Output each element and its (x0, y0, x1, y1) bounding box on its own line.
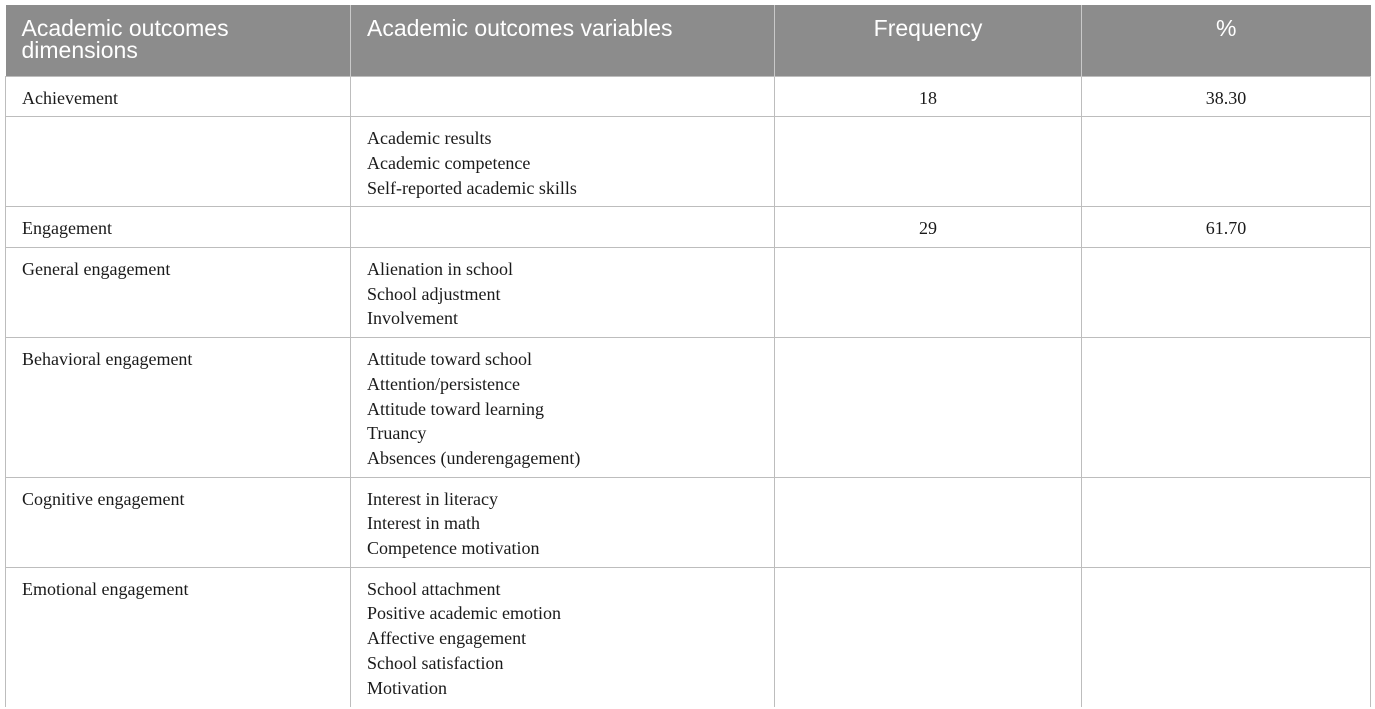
variable-item: Self-reported academic skills (367, 177, 577, 198)
dimension-cell: Engagement (6, 207, 351, 248)
variable-item: Alienation in school (367, 259, 513, 280)
table-row (6, 207, 1371, 248)
table-row (6, 477, 1371, 567)
frequency-cell: 18 (775, 76, 1082, 117)
variable-item: Interest in math (367, 513, 480, 534)
variable-item: Absences (underengagement) (367, 447, 581, 468)
variable-item: Competence motivation (367, 538, 540, 559)
variable-item: Academic competence (367, 152, 531, 173)
percent-cell (1082, 567, 1371, 707)
variable-item: Attitude toward school (367, 349, 532, 370)
variable-item: Interest in literacy (367, 488, 498, 509)
dimension-cell: Achievement (6, 76, 351, 117)
header-row (6, 5, 1371, 76)
percent-cell: 38.30 (1082, 76, 1371, 117)
variable-item: Academic results (367, 128, 492, 149)
variable-item: Attention/persistence (367, 373, 520, 394)
dimension-cell: General engagement (6, 248, 351, 338)
dimension-cell (6, 117, 351, 207)
table-header (6, 5, 1371, 76)
header-dimensions: Academic outcomes dimensions (6, 5, 351, 76)
variables-cell (351, 567, 775, 707)
variable-item: School satisfaction (367, 652, 504, 673)
variables-cell (351, 248, 775, 338)
dimension-cell: Emotional engagement (6, 567, 351, 707)
percent-cell: 61.70 (1082, 207, 1371, 248)
frequency-cell (775, 477, 1082, 567)
table-body (6, 76, 1371, 707)
variables-cell (351, 338, 775, 478)
variables-cell (351, 207, 775, 248)
table-row (6, 76, 1371, 117)
variable-item: School adjustment (367, 283, 501, 304)
academic-outcomes-table (5, 5, 1371, 707)
header-variables: Academic outcomes variables (351, 5, 775, 76)
variables-cell (351, 477, 775, 567)
percent-cell (1082, 117, 1371, 207)
variable-item: Attitude toward learning (367, 398, 544, 419)
percent-cell (1082, 248, 1371, 338)
dimension-cell: Behavioral engagement (6, 338, 351, 478)
variable-item: Positive academic emotion (367, 603, 561, 624)
table-row (6, 248, 1371, 338)
variable-item: Truancy (367, 423, 427, 444)
variables-cell (351, 117, 775, 207)
frequency-cell (775, 248, 1082, 338)
variable-item: Involvement (367, 308, 458, 329)
frequency-cell (775, 567, 1082, 707)
header-frequency: Frequency (775, 5, 1082, 76)
percent-cell (1082, 338, 1371, 478)
frequency-cell: 29 (775, 207, 1082, 248)
header-percent: % (1082, 5, 1371, 76)
table-row (6, 567, 1371, 707)
variables-cell (351, 76, 775, 117)
frequency-cell (775, 338, 1082, 478)
variable-item: Motivation (367, 677, 447, 698)
dimension-cell: Cognitive engagement (6, 477, 351, 567)
percent-cell (1082, 477, 1371, 567)
frequency-cell (775, 117, 1082, 207)
table-row (6, 338, 1371, 478)
variable-item: Affective engagement (367, 628, 527, 649)
variable-item: School attachment (367, 578, 501, 599)
table-row (6, 117, 1371, 207)
